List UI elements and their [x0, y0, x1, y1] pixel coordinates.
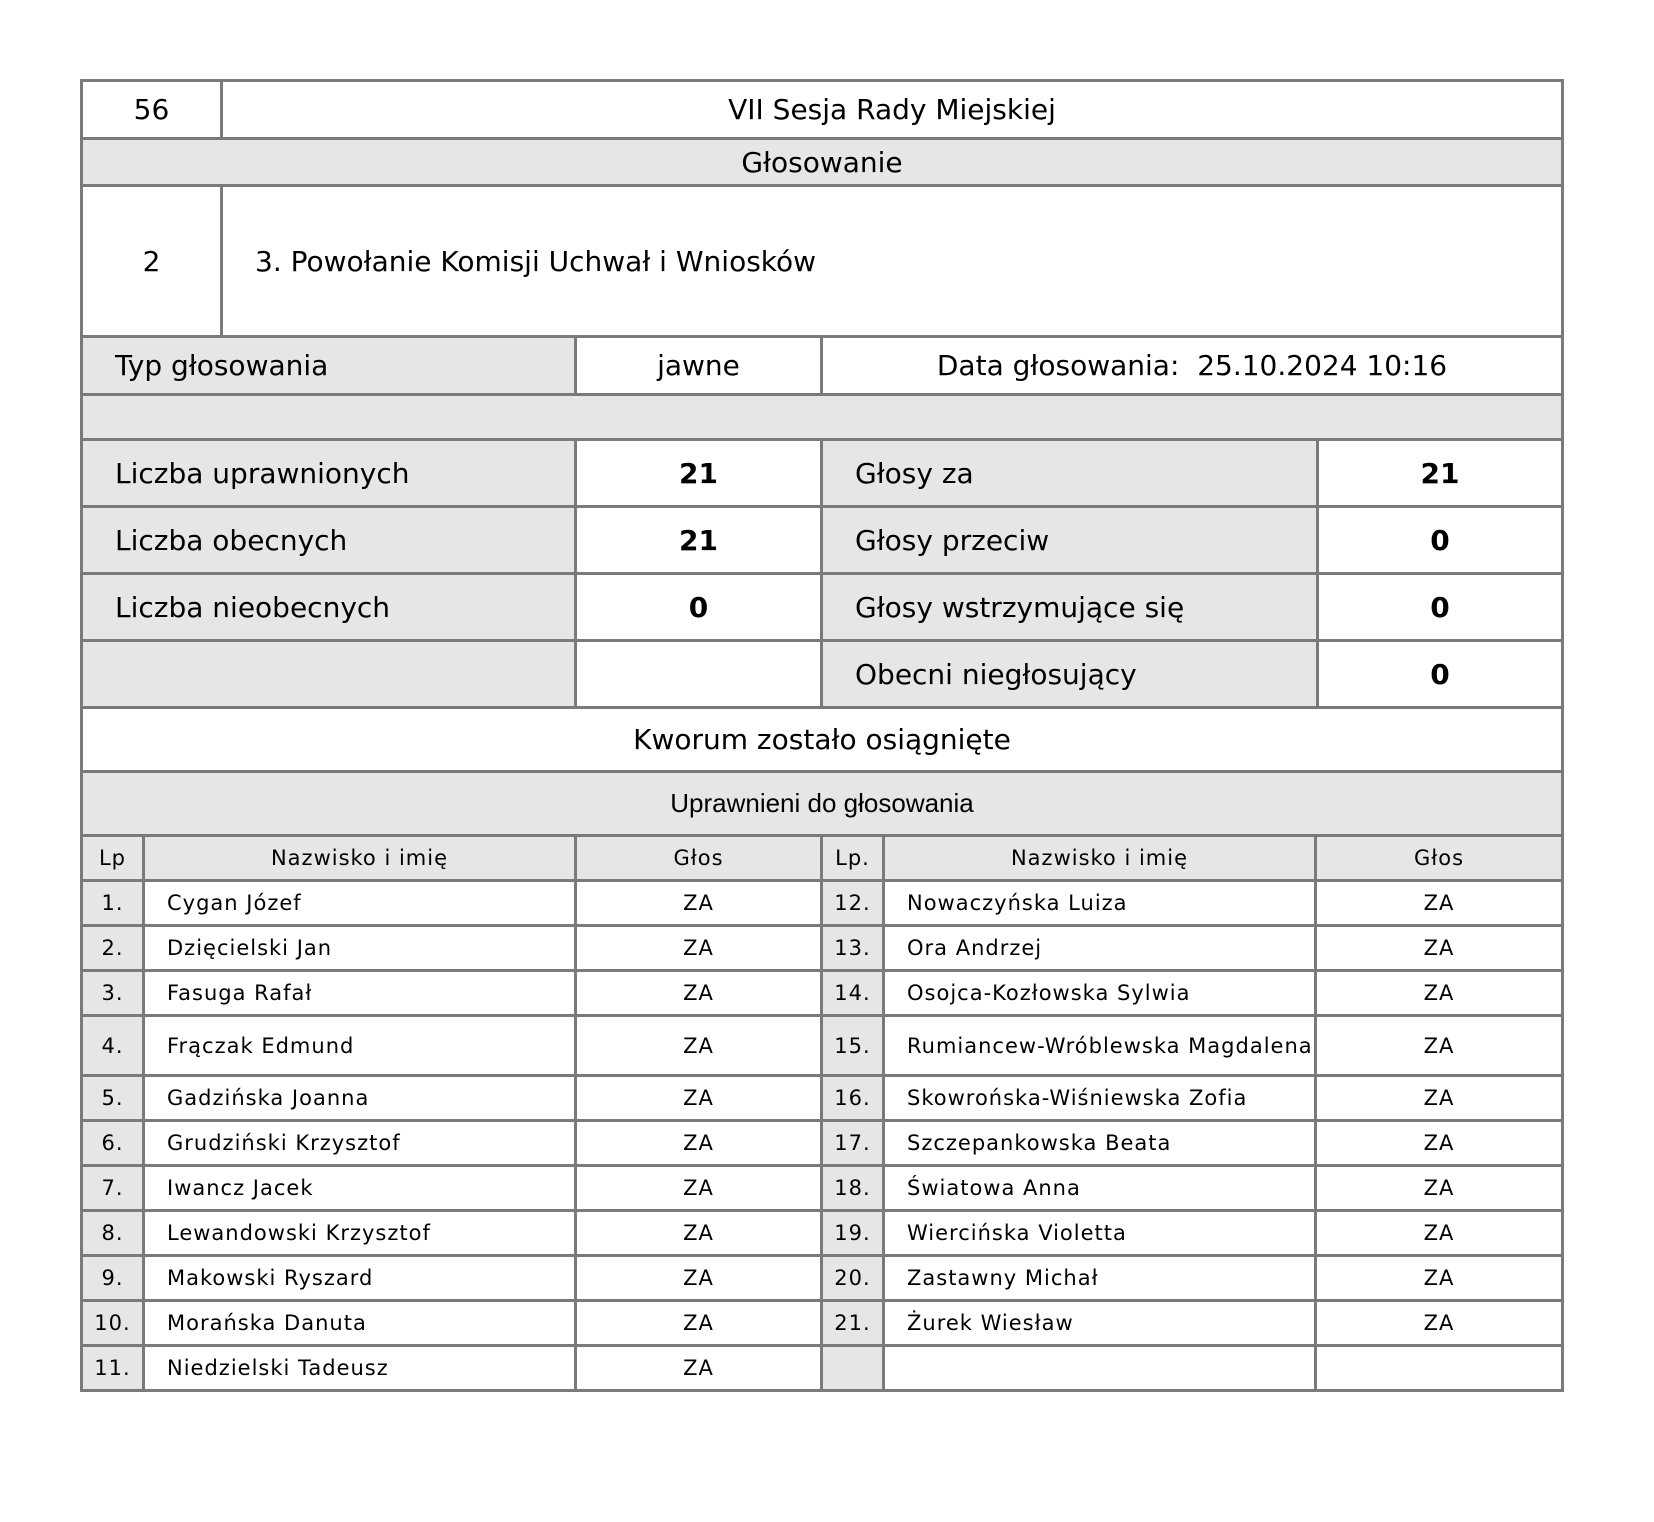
table-row — [82, 1121, 1563, 1166]
voter-vote: ZA — [1316, 1301, 1563, 1346]
voter-vote: ZA — [1316, 1121, 1563, 1166]
voter-name — [884, 1346, 1316, 1391]
table-row — [82, 926, 1563, 971]
voter-name: Nowaczyńska Luiza — [884, 881, 1316, 926]
voter-vote: ZA — [576, 1346, 822, 1391]
voter-name: Grudziński Krzysztof — [144, 1121, 576, 1166]
eligible-label: Liczba uprawnionych — [82, 440, 576, 507]
abstain-value: 0 — [1318, 574, 1563, 641]
col-header-name-left: Nazwisko i imię — [144, 836, 576, 881]
voter-name: Fasuga Rafał — [144, 971, 576, 1016]
section-label: Głosowanie — [82, 139, 1563, 186]
voter-vote: ZA — [1316, 1166, 1563, 1211]
voter-name: Morańska Danuta — [144, 1301, 576, 1346]
col-header-vote-right: Głos — [1316, 836, 1563, 881]
abstain-label: Głosy wstrzymujące się — [822, 574, 1318, 641]
voter-vote — [1316, 1346, 1563, 1391]
voter-lp: 7. — [82, 1166, 144, 1211]
voter-name: Cygan Józef — [144, 881, 576, 926]
voter-vote: ZA — [576, 1166, 822, 1211]
voter-lp: 12. — [822, 881, 884, 926]
voter-lp: 21. — [822, 1301, 884, 1346]
table-row — [82, 1301, 1563, 1346]
voter-vote: ZA — [576, 1256, 822, 1301]
eligible-value: 21 — [576, 440, 822, 507]
present-not-voting-value: 0 — [1318, 641, 1563, 708]
voter-name: Szczepankowska Beata — [884, 1121, 1316, 1166]
col-header-name-right: Nazwisko i imię — [884, 836, 1316, 881]
voter-vote: ZA — [576, 1076, 822, 1121]
votes-for-label: Głosy za — [822, 440, 1318, 507]
col-header-vote-left: Głos — [576, 836, 822, 881]
voter-lp: 5. — [82, 1076, 144, 1121]
table-row — [82, 1076, 1563, 1121]
voter-name: Wiercińska Violetta — [884, 1211, 1316, 1256]
voter-name: Żurek Wiesław — [884, 1301, 1316, 1346]
voter-lp: 19. — [822, 1211, 884, 1256]
col-header-lp-left: Lp — [82, 836, 144, 881]
session-header-table — [80, 79, 1564, 338]
agenda-number: 2 — [82, 186, 222, 337]
voter-lp: 20. — [822, 1256, 884, 1301]
voter-vote: ZA — [576, 971, 822, 1016]
voter-name: Lewandowski Krzysztof — [144, 1211, 576, 1256]
voter-lp: 11. — [82, 1346, 144, 1391]
vote-type-label: Typ głosowania — [82, 337, 576, 395]
vote-date-label: Data głosowania: — [936, 349, 1180, 382]
table-row — [82, 1346, 1563, 1391]
voter-name: Ora Andrzej — [884, 926, 1316, 971]
voter-name: Iwancz Jacek — [144, 1166, 576, 1211]
voter-name: Światowa Anna — [884, 1166, 1316, 1211]
absent-value: 0 — [576, 574, 822, 641]
voter-vote: ZA — [1316, 1256, 1563, 1301]
voter-name: Zastawny Michał — [884, 1256, 1316, 1301]
absent-label: Liczba nieobecnych — [82, 574, 576, 641]
voter-lp: 8. — [82, 1211, 144, 1256]
voter-lp: 10. — [82, 1301, 144, 1346]
voter-rows — [82, 881, 1563, 1391]
present-value: 21 — [576, 507, 822, 574]
empty-stat-label — [82, 641, 576, 708]
voter-vote: ZA — [576, 1211, 822, 1256]
voter-name: Skowrońska-Wiśniewska Zofia — [884, 1076, 1316, 1121]
voter-lp: 13. — [822, 926, 884, 971]
present-not-voting-label: Obecni niegłosujący — [822, 641, 1318, 708]
voter-vote: ZA — [576, 1121, 822, 1166]
voter-name: Niedzielski Tadeusz — [144, 1346, 576, 1391]
voter-lp: 4. — [82, 1016, 144, 1076]
table-row — [82, 1211, 1563, 1256]
voting-record — [80, 79, 1564, 1392]
col-header-lp-right: Lp. — [822, 836, 884, 881]
voter-vote: ZA — [576, 1301, 822, 1346]
vote-date-cell — [822, 337, 1563, 395]
voter-vote: ZA — [576, 926, 822, 971]
voter-vote: ZA — [1316, 881, 1563, 926]
voter-vote: ZA — [1316, 1076, 1563, 1121]
voter-lp: 9. — [82, 1256, 144, 1301]
voter-vote: ZA — [1316, 926, 1563, 971]
vote-type-value: jawne — [576, 337, 822, 395]
voter-lp: 3. — [82, 971, 144, 1016]
voter-name: Rumiancew-Wróblewska Magdalena — [884, 1016, 1316, 1076]
voters-heading: Uprawnieni do głosowania — [82, 772, 1563, 836]
voter-name: Makowski Ryszard — [144, 1256, 576, 1301]
voter-name: Frączak Edmund — [144, 1016, 576, 1076]
voter-vote: ZA — [1316, 971, 1563, 1016]
vote-summary-table — [80, 335, 1564, 837]
record-number: 56 — [82, 81, 222, 139]
table-row — [82, 971, 1563, 1016]
voter-lp: 2. — [82, 926, 144, 971]
voter-lp: 6. — [82, 1121, 144, 1166]
voter-name: Osojca-Kozłowska Sylwia — [884, 971, 1316, 1016]
voter-lp: 17. — [822, 1121, 884, 1166]
empty-stat-value — [576, 641, 822, 708]
table-row — [82, 1166, 1563, 1211]
votes-against-value: 0 — [1318, 507, 1563, 574]
agenda-title: 3. Powołanie Komisji Uchwał i Wniosków — [222, 186, 1563, 337]
blank-separator — [82, 395, 1563, 440]
voter-lp: 15. — [822, 1016, 884, 1076]
voter-lp: 1. — [82, 881, 144, 926]
voter-name: Dzięcielski Jan — [144, 926, 576, 971]
voter-lp — [822, 1346, 884, 1391]
vote-date-value: 25.10.2024 10:16 — [1197, 349, 1448, 382]
voter-lp: 16. — [822, 1076, 884, 1121]
voter-name: Gadzińska Joanna — [144, 1076, 576, 1121]
present-label: Liczba obecnych — [82, 507, 576, 574]
votes-against-label: Głosy przeciw — [822, 507, 1318, 574]
table-row — [82, 1256, 1563, 1301]
voter-vote: ZA — [1316, 1016, 1563, 1076]
table-row — [82, 881, 1563, 926]
voter-vote: ZA — [1316, 1211, 1563, 1256]
voter-vote: ZA — [576, 1016, 822, 1076]
table-row — [82, 1016, 1563, 1076]
voter-vote: ZA — [576, 881, 822, 926]
votes-for-value: 21 — [1318, 440, 1563, 507]
voter-lp: 18. — [822, 1166, 884, 1211]
quorum-status: Kworum zostało osiągnięte — [82, 708, 1563, 772]
voter-lp: 14. — [822, 971, 884, 1016]
voters-table — [80, 834, 1564, 1392]
session-title: VII Sesja Rady Miejskiej — [222, 81, 1563, 139]
